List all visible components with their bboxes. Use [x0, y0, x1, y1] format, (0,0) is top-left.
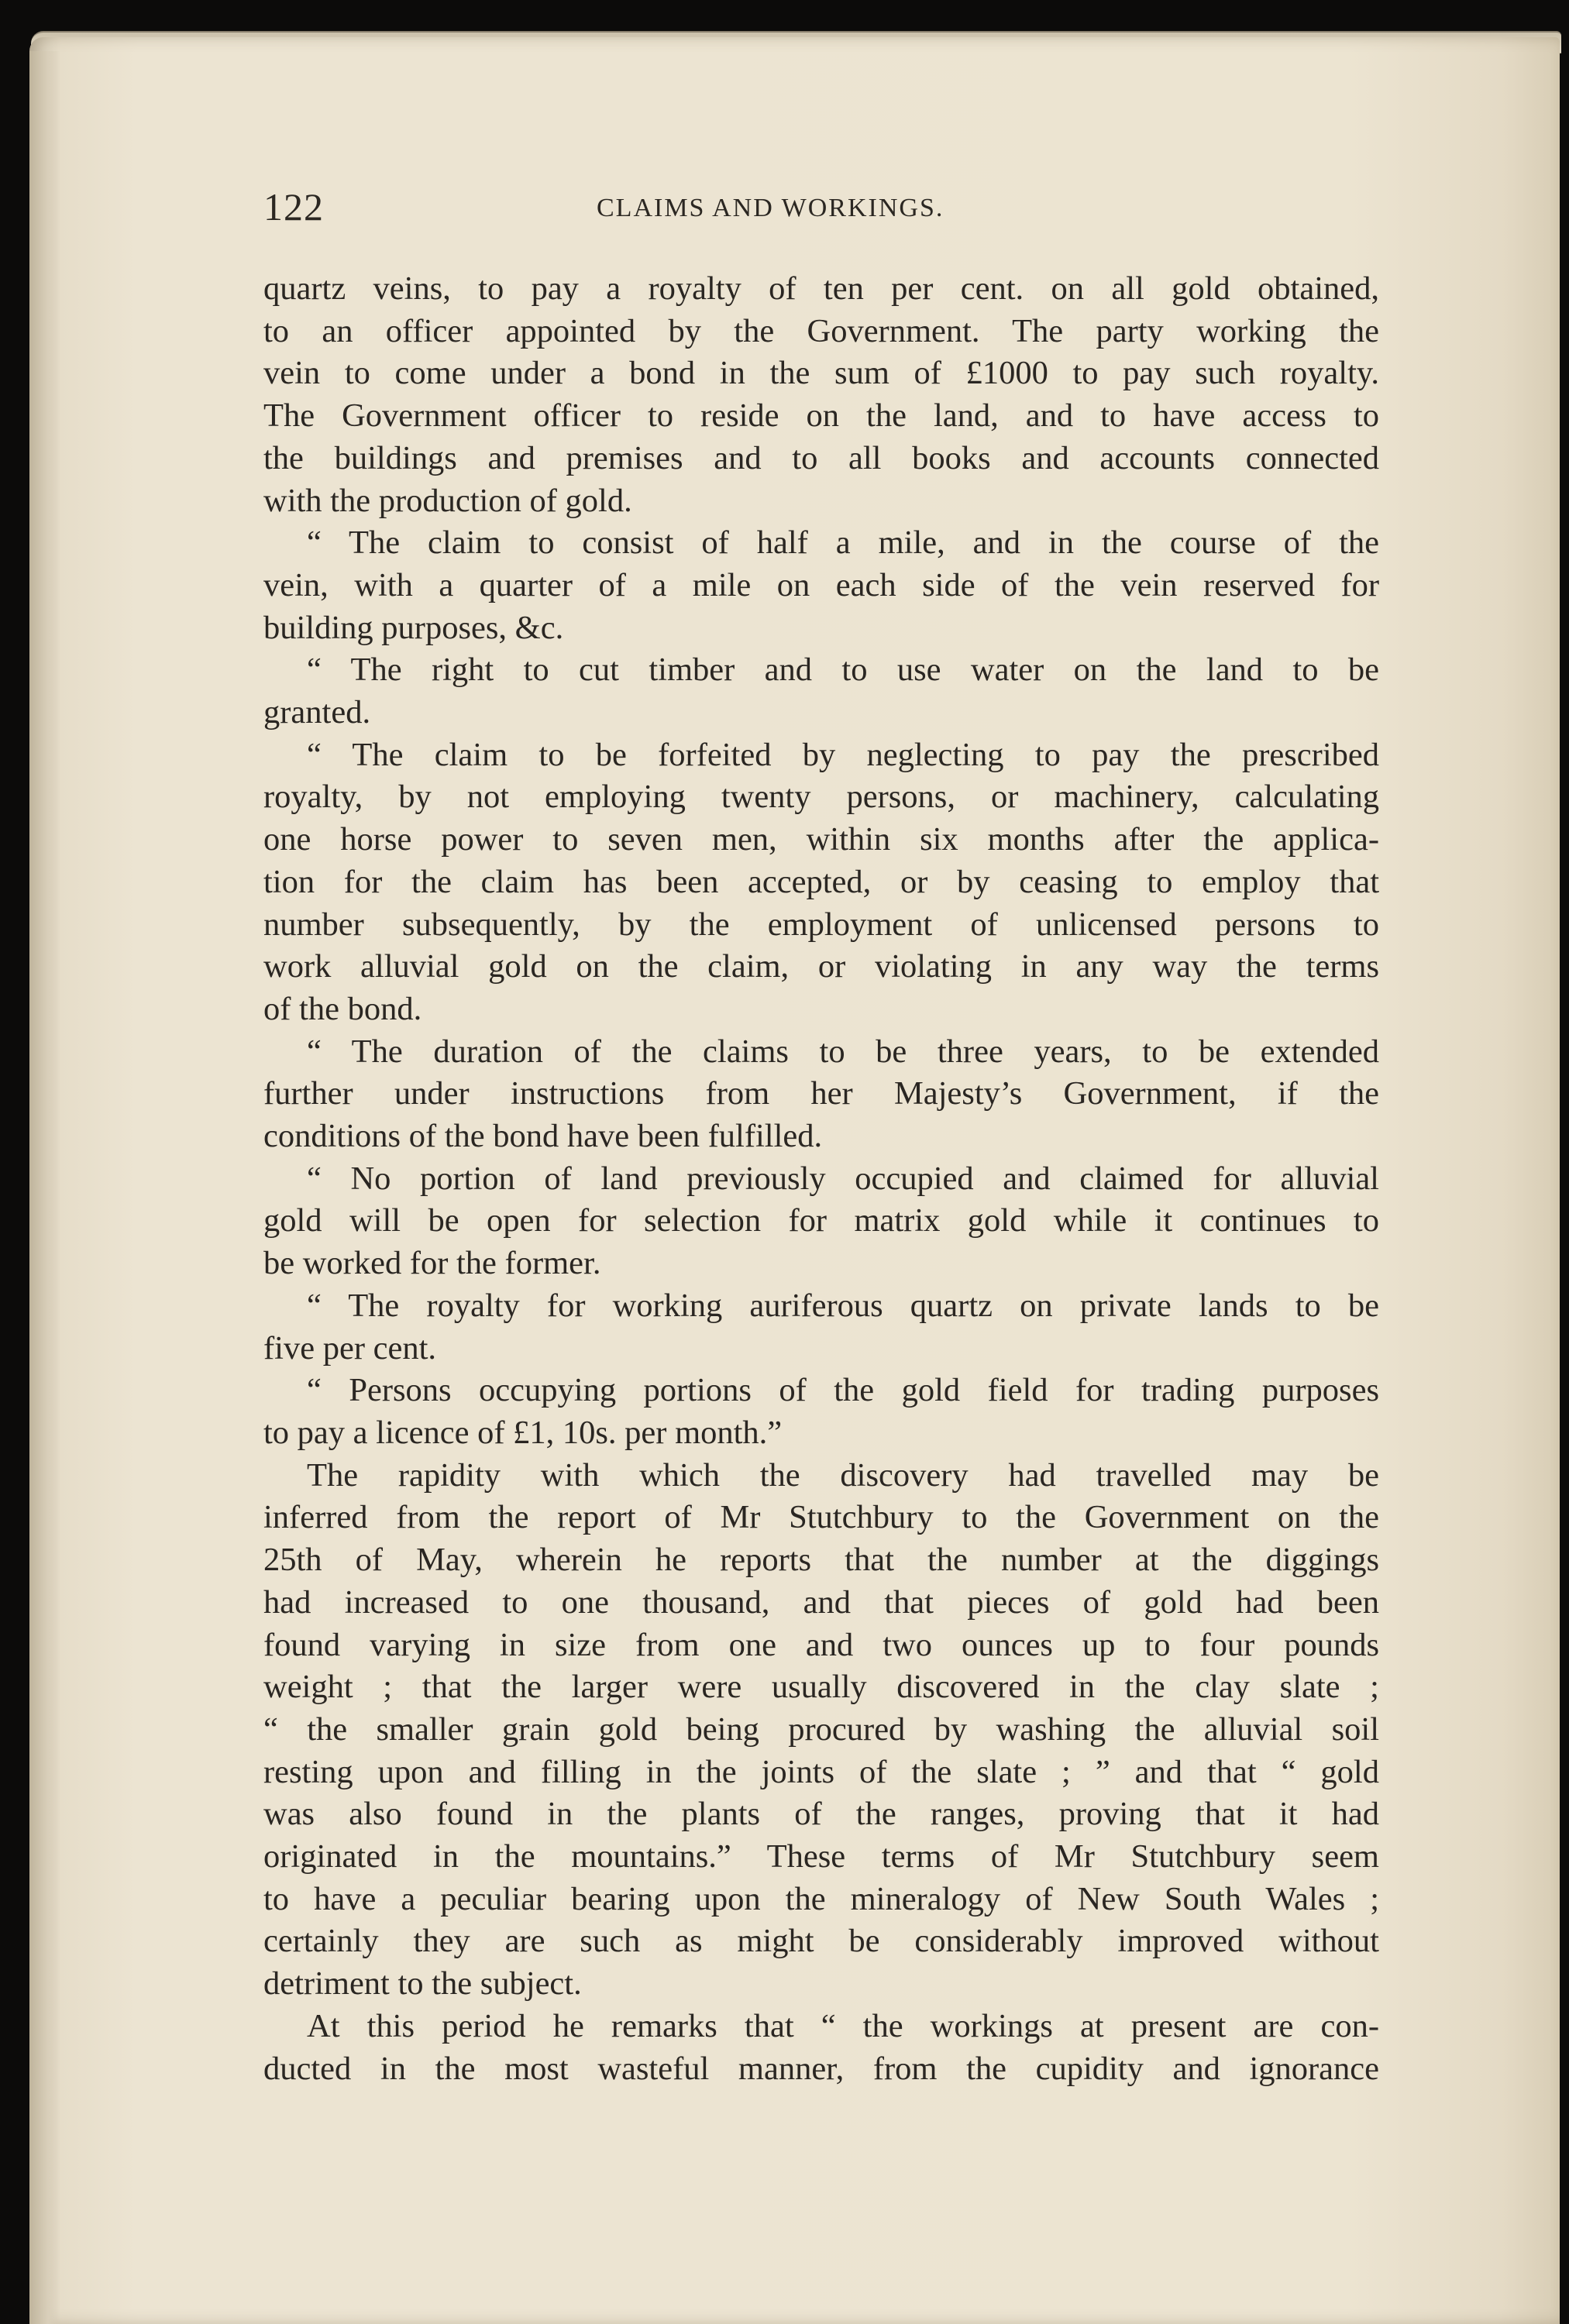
text-line: “ The royalty for working auriferous quartz on private lands to be [307, 1287, 1379, 1324]
text-line: conditions of the bond have been fulfilled. [263, 1118, 823, 1155]
text-line: certainly they are such as might be considerably improved without [263, 1923, 1379, 1960]
text-line: detriment to the subject. [263, 1965, 582, 2003]
text-line: building purposes, &c. [263, 609, 564, 646]
text-line: five per cent. [263, 1329, 437, 1367]
text-line: quartz veins, to pay a royalty of ten per cent. on all gold obtained, [263, 270, 1379, 307]
text-line: work alluvial gold on the claim, or violating in any way the terms [263, 948, 1379, 985]
paragraph [263, 1370, 1379, 1454]
text-line: The rapidity with which the discovery had travelled may be [307, 1456, 1379, 1494]
text-line: vein, with a quarter of a mile on each side of the vein reserved for [263, 566, 1379, 603]
text-line: ducted in the most wasteful manner, from the cupidity and ignorance [263, 2050, 1379, 2087]
text-line: 25th of May, wherein he reports that the number at the diggings [263, 1542, 1379, 1579]
paragraph [263, 734, 1379, 1031]
text-line: weight ; that the larger were usually discovered in the clay slate ; [263, 1669, 1379, 1706]
text-line: had increased to one thousand, and that pieces of gold had been [263, 1583, 1379, 1621]
text-line: “ No portion of land previously occupied and claimed for alluvial [307, 1160, 1379, 1197]
body-text [263, 268, 1379, 2090]
text-line: “ The claim to be forfeited by neglecting to pay the prescribed [307, 736, 1379, 773]
text-line: tion for the claim has been accepted, or by ceasing to employ that [263, 863, 1379, 900]
text-line: At this period he remarks that “ the workings at present are con- [307, 2007, 1379, 2044]
paragraph [263, 2006, 1379, 2090]
text-line: royalty, by not employing twenty persons, or machinery, calculating [263, 779, 1379, 816]
text-line: further under instructions from her Majesty’s Government, if the [263, 1075, 1379, 1112]
text-line: with the production of gold. [263, 482, 632, 519]
text-line: The Government officer to reside on the land, and to have access to [263, 397, 1379, 435]
text-line: number subsequently, by the employment of unlicensed persons to [263, 906, 1379, 943]
text-line: be worked for the former. [263, 1245, 601, 1282]
text-line: of the bond. [263, 990, 422, 1027]
text-line: one horse power to seven men, within six months after the applica- [263, 821, 1379, 858]
page-gutter-shadow [29, 51, 60, 2324]
text-line: to have a peculiar bearing upon the mineralogy of New South Wales ; [263, 1880, 1379, 1917]
text-line: “ The claim to consist of half a mile, and in the course of the [307, 524, 1379, 562]
text-line: found varying in size from one and two ounces up to four pounds [263, 1626, 1379, 1663]
text-line: granted. [263, 694, 371, 731]
paragraph [263, 1285, 1379, 1370]
text-line: “ Persons occupying portions of the gold field for trading purposes [307, 1372, 1379, 1409]
paragraph [263, 522, 1379, 649]
text-line: “ the smaller grain gold being procured by washing the alluvial soil [263, 1710, 1379, 1748]
text-line: to pay a licence of £1, 10s. per month.” [263, 1414, 783, 1451]
text-line: gold will be open for selection for matrix gold while it continues to [263, 1202, 1379, 1239]
paragraph [263, 1455, 1379, 2006]
text-line: resting upon and filling in the joints of the slate ; ” and that “ gold [263, 1753, 1379, 1790]
text-line: “ The duration of the claims to be three years, to be extended [307, 1033, 1379, 1070]
paragraph [263, 649, 1379, 734]
text-line: originated in the mountains.” These terms of Mr Stutchbury seem [263, 1838, 1379, 1875]
page-header [263, 184, 1379, 232]
text-line: vein to come under a bond in the sum of £1000 to pay such royalty. [263, 355, 1379, 392]
text-line: the buildings and premises and to all books and accounts connected [263, 439, 1379, 476]
page-number: 122 [263, 185, 324, 229]
text-line: “ The right to cut timber and to use water on the land to be [307, 651, 1379, 689]
text-line: inferred from the report of Mr Stutchbury to the Government on the [263, 1499, 1379, 1536]
text-line: to an officer appointed by the Government. The party working the [263, 312, 1379, 349]
text-line: was also found in the plants of the ranges, proving that it had [263, 1796, 1379, 1833]
paragraph [263, 268, 1379, 522]
paragraph [263, 1158, 1379, 1285]
paragraph [263, 1031, 1379, 1158]
running-head: CLAIMS AND WORKINGS. [597, 194, 944, 222]
